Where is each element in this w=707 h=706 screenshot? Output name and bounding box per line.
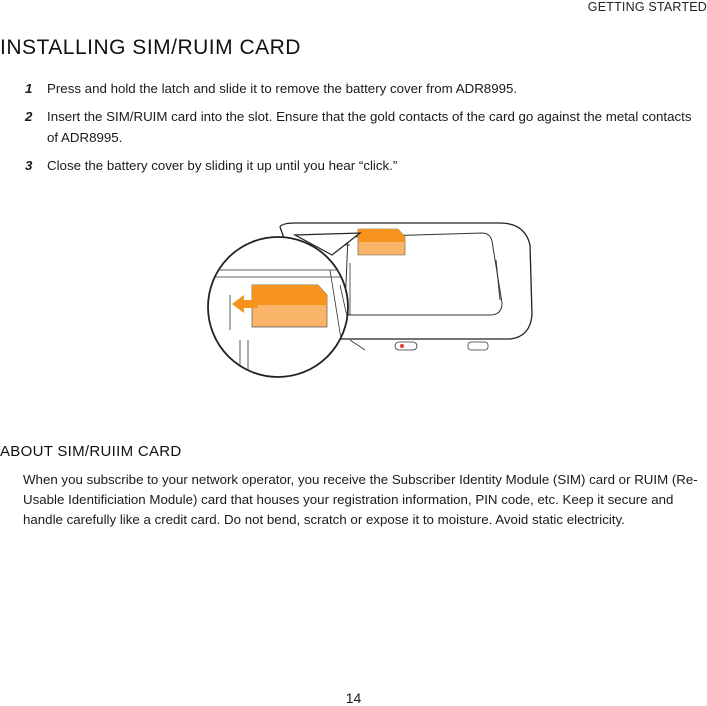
about-heading: ABOUT SIM/RUIIM CARD <box>0 443 182 460</box>
step-text: Close the battery cover by sliding it up until you hear “click.” <box>47 157 398 173</box>
step-text: Press and hold the latch and slide it to remove the battery cover from ADR8995. <box>47 81 518 96</box>
step-number: 2 <box>25 108 33 124</box>
step-text: Insert the SIM/RUIM card into the slot. Ensure that the gold contacts of the card go against the metal contacts of ADR8995. <box>47 108 692 145</box>
page-title: INSTALLING SIM/RUIM CARD <box>0 36 301 59</box>
step-item <box>0 155 700 177</box>
steps-list <box>0 78 700 182</box>
sim-card-insertion-illustration <box>200 215 540 390</box>
step-number: 1 <box>25 81 33 96</box>
step-item <box>0 78 700 100</box>
about-body: When you subscribe to your network operator, you receive the Subscriber Identity Module (SIM) card or RUIM (Re-Usable Identificiation Module) card that houses your registration information, PIN code, etc. Keep it secure and handle carefully like a credit card. Do not bend, scratch or expose it to moisture. Avoid static electricity. <box>23 472 698 528</box>
step-item <box>0 106 700 149</box>
page-number: 14 <box>345 690 362 706</box>
step-number: 3 <box>25 157 33 173</box>
section-header-label: GETTING STARTED <box>587 0 707 14</box>
bottom-indicator <box>395 342 417 350</box>
bottom-port <box>468 342 488 350</box>
